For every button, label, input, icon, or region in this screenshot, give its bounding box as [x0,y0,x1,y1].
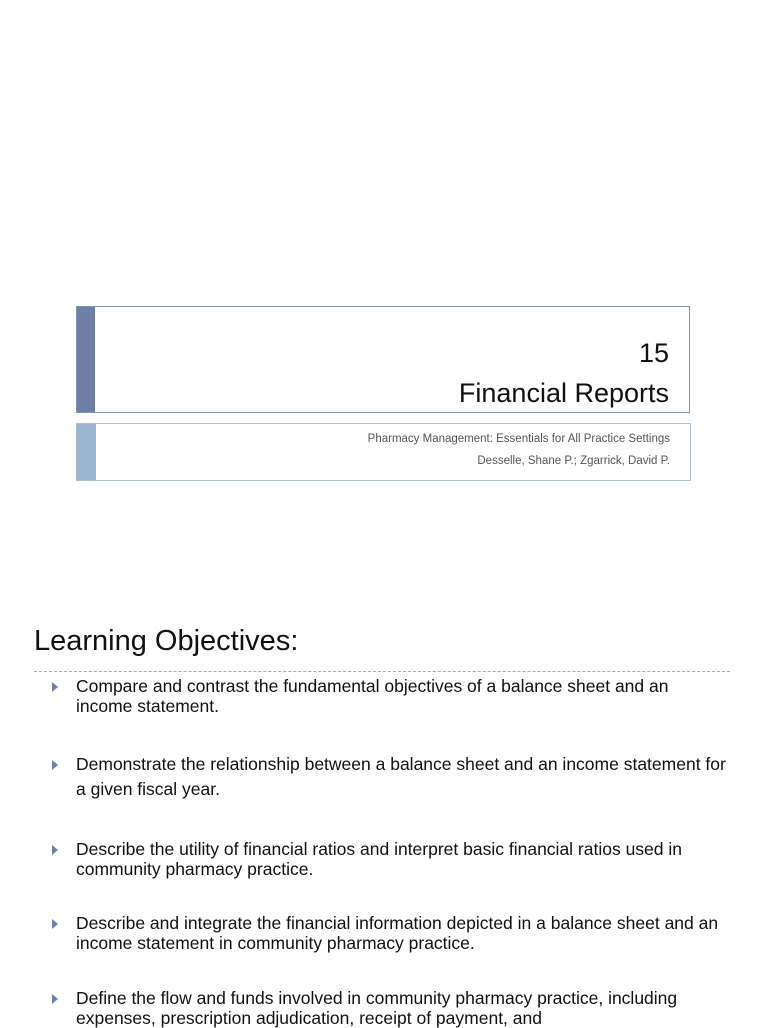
heading-divider [34,671,730,672]
chapter-number: 15 [638,338,669,368]
subtitle-accent-bar [77,424,96,480]
objective-text: Describe the utility of financial ratios and interpret basic financial ratios used in community pharmacy practice. [76,839,683,879]
bullet-arrow-icon [52,919,58,929]
objective-text: Demonstrate the relationship between a balance sheet and an income statement for a given fiscal year. [76,754,726,799]
objective-text: Define the flow and funds involved in community pharmacy practice, including expenses, prescription adjudication, receipt of payment, and [76,988,678,1028]
book-authors: Desselle, Shane P.; Zgarrick, David P. [477,455,670,467]
objectives-heading: Learning Objectives: [34,625,299,657]
subtitle-box [76,423,691,481]
bullet-arrow-icon [52,845,58,855]
chapter-title: Financial Reports [458,378,669,408]
title-box [76,306,690,413]
bullet-arrow-icon [52,994,58,1004]
bullet-arrow-icon [52,682,58,692]
book-title: Pharmacy Management: Essentials for All Practice Settings [367,433,670,445]
bullet-arrow-icon [52,760,58,770]
objective-text: Describe and integrate the financial information depicted in a balance sheet and an income statement in community pharmacy practice. [76,913,719,953]
objective-text: Compare and contrast the fundamental objectives of a balance sheet and an income statement. [76,676,669,716]
title-accent-bar [77,307,95,412]
